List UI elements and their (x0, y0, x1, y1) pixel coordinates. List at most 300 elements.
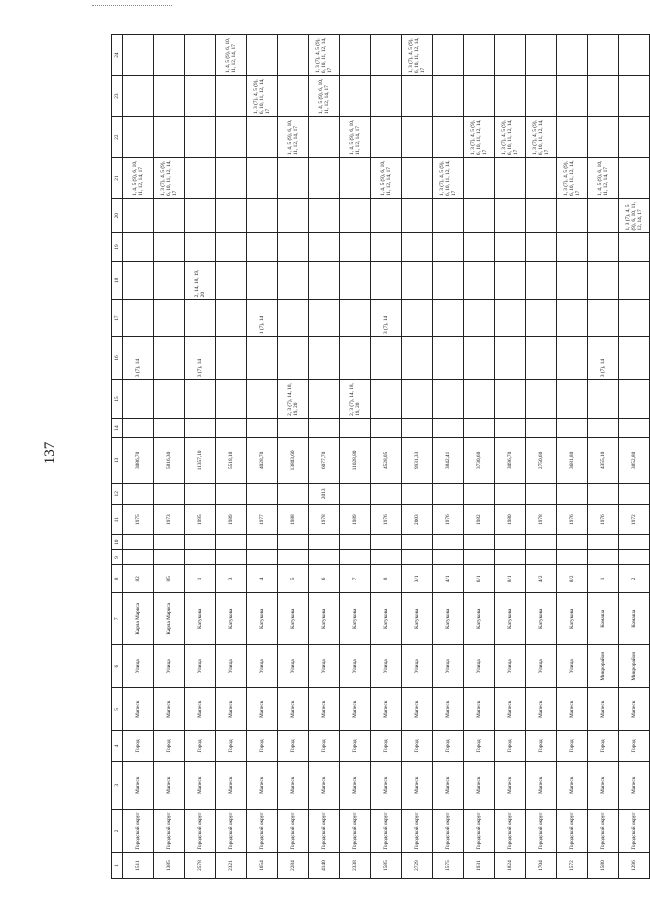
table-row (588, 35, 619, 879)
table-cell (123, 535, 154, 550)
table-cell: 1, 3 (7), 4, 5 (9), 6, 10, 11, 12, 14, 17 (464, 117, 495, 158)
table-cell (464, 535, 495, 550)
table-cell (340, 300, 371, 337)
table-body (123, 35, 650, 879)
table-cell: Карла Маркса (123, 593, 154, 645)
table-row (340, 35, 371, 879)
table-cell: 1585 (371, 853, 402, 879)
table-cell (464, 418, 495, 437)
table-cell (278, 535, 309, 550)
table-cell: Катукова (526, 593, 557, 645)
table-cell: Город (433, 731, 464, 761)
table-cell (185, 535, 216, 550)
table-cell: Улица (402, 645, 433, 688)
table-cell (588, 199, 619, 233)
table-cell (154, 418, 185, 437)
table-cell: 1704 (526, 853, 557, 879)
table-cell: 1 (588, 565, 619, 593)
table-cell (123, 233, 154, 261)
column-number-9: 9 (112, 550, 123, 565)
table-cell: Город (309, 731, 340, 761)
table-cell: Городской округ (123, 810, 154, 853)
table-cell (278, 300, 309, 337)
registry-table (111, 34, 650, 879)
table-cell (402, 535, 433, 550)
table-cell (557, 199, 588, 233)
table-cell (526, 483, 557, 505)
table-cell (588, 35, 619, 76)
table-cell (340, 418, 371, 437)
table-cell (216, 76, 247, 117)
table-cell (123, 76, 154, 117)
table-cell: 8 (371, 565, 402, 593)
table-cell: Улица (247, 645, 278, 688)
table-cell (278, 418, 309, 437)
table-cell (433, 233, 464, 261)
table-cell (216, 261, 247, 300)
table-row (433, 35, 464, 879)
table-cell: Катукова (247, 593, 278, 645)
table-cell: 1824 (495, 853, 526, 879)
table-row (154, 35, 185, 879)
table-row (371, 35, 402, 879)
table-cell (185, 76, 216, 117)
table-cell (402, 76, 433, 117)
table-cell (247, 199, 278, 233)
table-cell (402, 300, 433, 337)
table-cell (557, 535, 588, 550)
column-number-6: 6 (112, 645, 123, 688)
table-cell: 9931,33 (402, 438, 433, 483)
table-cell: Улица (433, 645, 464, 688)
table-cell: 1976 (588, 505, 619, 535)
table-cell (340, 35, 371, 76)
table-row (278, 35, 309, 879)
table-cell: 1 (185, 565, 216, 593)
table-cell (371, 336, 402, 379)
table-cell: Улица (123, 645, 154, 688)
table-cell: 3 (7), 14 (123, 336, 154, 379)
table-cell: Улица (526, 645, 557, 688)
table-cell: 1980 (495, 505, 526, 535)
table-cell: Улица (185, 645, 216, 688)
table-cell (216, 117, 247, 158)
table-cell (402, 336, 433, 379)
table-cell (185, 300, 216, 337)
table-cell: Улица (278, 645, 309, 688)
table-cell (526, 418, 557, 437)
table-cell (557, 550, 588, 565)
table-cell: Мапеск (185, 761, 216, 810)
table-cell (154, 35, 185, 76)
table-cell: 1, 3 (7), 4, 5 (9), 6, 10, 11, 12, 14, 17 (154, 158, 185, 199)
table-cell (464, 35, 495, 76)
table-cell: Город (340, 731, 371, 761)
table-cell (278, 261, 309, 300)
table-cell: 6/1 (464, 565, 495, 593)
table-cell (185, 233, 216, 261)
table-cell: Мапеск (154, 688, 185, 731)
table-cell (464, 261, 495, 300)
table-cell: Катукова (309, 593, 340, 645)
table-cell: 1, 4, 5 (9), 6, 10, 11, 12, 14, 17 (278, 117, 309, 158)
table-cell: Городской округ (402, 810, 433, 853)
table-cell: 1995 (185, 505, 216, 535)
table-cell (340, 76, 371, 117)
table-cell (495, 380, 526, 419)
table-cell (526, 199, 557, 233)
table-cell (433, 380, 464, 419)
table-cell: Комаша (619, 593, 650, 645)
table-cell: Мапеск (557, 761, 588, 810)
table-cell: Мапеск (619, 688, 650, 731)
column-number-4: 4 (112, 731, 123, 761)
table-cell (309, 418, 340, 437)
table-cell: 3096,70 (495, 438, 526, 483)
table-cell (371, 261, 402, 300)
table-cell: 3086,70 (123, 438, 154, 483)
table-cell (464, 550, 495, 565)
table-cell: 1978 (526, 505, 557, 535)
table-cell: Мапеск (464, 688, 495, 731)
table-cell: Мапеск (340, 761, 371, 810)
table-cell (619, 483, 650, 505)
table-row (495, 35, 526, 879)
table-cell: 1385 (154, 853, 185, 879)
table-cell: Мапеск (588, 688, 619, 731)
table-cell (247, 418, 278, 437)
table-cell (619, 158, 650, 199)
table-cell (464, 336, 495, 379)
table-cell: Город (464, 731, 495, 761)
table-cell: Город (154, 731, 185, 761)
column-number-17: 17 (112, 300, 123, 337)
table-cell: 1976 (557, 505, 588, 535)
table-cell (216, 300, 247, 337)
table-cell (371, 380, 402, 419)
table-cell: Город (216, 731, 247, 761)
table-cell (526, 550, 557, 565)
table-cell: Городской округ (433, 810, 464, 853)
table-cell (123, 117, 154, 158)
table-cell (371, 117, 402, 158)
table-cell (371, 483, 402, 505)
table-cell (433, 336, 464, 379)
table-cell: 3 (216, 565, 247, 593)
table-cell: Микрорайон (588, 645, 619, 688)
table-cell (371, 233, 402, 261)
table-cell: 1580 (588, 853, 619, 879)
table-cell (185, 158, 216, 199)
table-cell (402, 158, 433, 199)
table-cell: Катукова (433, 593, 464, 645)
column-number-15: 15 (112, 380, 123, 419)
table-cell: 11357,10 (185, 438, 216, 483)
table-cell: 2729 (402, 853, 433, 879)
table-cell (526, 76, 557, 117)
table-cell (402, 199, 433, 233)
table-cell (433, 550, 464, 565)
table-cell (588, 483, 619, 505)
table-cell: Городской округ (185, 810, 216, 853)
column-number-22: 22 (112, 117, 123, 158)
table-cell: 4/2 (526, 565, 557, 593)
table-cell: Мапеск (123, 688, 154, 731)
table-cell: Городской округ (619, 810, 650, 853)
table-cell (495, 300, 526, 337)
table-cell: 1, 3 (7), 4, 5 (9), 6, 10, 11, 12, 14, 17 (309, 35, 340, 76)
table-cell: Город (588, 731, 619, 761)
table-row (123, 35, 154, 879)
table-cell (340, 233, 371, 261)
table-cell: 1572 (557, 853, 588, 879)
table-cell (557, 336, 588, 379)
table-cell: 2, 14, 18, 19, 20 (185, 261, 216, 300)
table-cell: 8/1 (495, 565, 526, 593)
table-cell: 85 (154, 565, 185, 593)
table-cell: Улица (309, 645, 340, 688)
table-row (309, 35, 340, 879)
table-cell (309, 261, 340, 300)
table-cell: Катукова (402, 593, 433, 645)
table-cell: Улица (154, 645, 185, 688)
table-cell: Город (123, 731, 154, 761)
table-cell (278, 158, 309, 199)
table-cell (495, 199, 526, 233)
column-number-12: 12 (112, 483, 123, 505)
table-cell: 3681,80 (557, 438, 588, 483)
table-cell: Мапеск (309, 761, 340, 810)
registry-table-wrapper (111, 34, 644, 879)
table-cell (619, 336, 650, 379)
table-cell (495, 336, 526, 379)
table-cell (309, 199, 340, 233)
table-cell (278, 233, 309, 261)
table-cell: Карла Маркса (154, 593, 185, 645)
table-cell (340, 535, 371, 550)
table-cell (154, 483, 185, 505)
table-cell: 1, 3 (7), 4, 5 (9), 6, 10, 11, 12, 14, 17 (557, 158, 588, 199)
table-cell: 2578 (185, 853, 216, 879)
table-cell: Катукова (340, 593, 371, 645)
table-row (247, 35, 278, 879)
table-cell: Мапеск (216, 688, 247, 731)
table-cell (278, 336, 309, 379)
table-cell (526, 380, 557, 419)
table-cell: 1982 (464, 505, 495, 535)
table-cell: 1977 (247, 505, 278, 535)
table-cell (526, 336, 557, 379)
column-number-19: 19 (112, 233, 123, 261)
table-cell: 1989 (216, 505, 247, 535)
table-row (526, 35, 557, 879)
table-cell: 1989 (340, 505, 371, 535)
table-cell (216, 158, 247, 199)
table-row (619, 35, 650, 879)
table-cell: 4140 (309, 853, 340, 879)
table-cell: 3/1 (402, 565, 433, 593)
table-cell (154, 336, 185, 379)
table-cell: 1978 (309, 505, 340, 535)
table-cell: Мапеск (371, 688, 402, 731)
table-cell: 1, 3 (7), 4, 5 (9), 6, 10, 11, 12, 14, 17 (526, 117, 557, 158)
table-cell (495, 76, 526, 117)
table-cell (495, 233, 526, 261)
table-cell (278, 76, 309, 117)
table-cell (526, 261, 557, 300)
table-cell: Мапеск (247, 761, 278, 810)
table-cell: Мапеск (402, 688, 433, 731)
table-cell: Улица (216, 645, 247, 688)
column-number-20: 20 (112, 199, 123, 233)
table-cell: 1296 (619, 853, 650, 879)
table-cell (247, 535, 278, 550)
table-cell (278, 199, 309, 233)
table-cell: 3 (7), 14 (588, 336, 619, 379)
table-cell (185, 550, 216, 565)
table-cell: 4/1 (433, 565, 464, 593)
table-cell: 2338 (340, 853, 371, 879)
table-cell: Городской округ (526, 810, 557, 853)
table-cell (371, 535, 402, 550)
table-cell (433, 117, 464, 158)
table-cell: 1931 (464, 853, 495, 879)
table-cell (309, 233, 340, 261)
table-row (216, 35, 247, 879)
table-cell (309, 550, 340, 565)
table-cell (433, 76, 464, 117)
table-cell: Катукова (371, 593, 402, 645)
table-cell (588, 117, 619, 158)
table-cell: Городской округ (216, 810, 247, 853)
table-cell: Город (371, 731, 402, 761)
table-cell: 3852,80 (619, 438, 650, 483)
table-cell: 2, 3 (7), 14, 18, 19, 20 (340, 380, 371, 419)
table-cell (340, 483, 371, 505)
table-cell (247, 261, 278, 300)
table-cell: Городской округ (557, 810, 588, 853)
table-cell: Город (185, 731, 216, 761)
table-cell: Мапеск (588, 761, 619, 810)
table-cell (433, 199, 464, 233)
table-cell (154, 117, 185, 158)
table-cell (495, 535, 526, 550)
table-cell (123, 380, 154, 419)
table-cell (154, 261, 185, 300)
table-cell (495, 158, 526, 199)
table-cell (154, 199, 185, 233)
table-cell (402, 261, 433, 300)
table-cell: Катукова (278, 593, 309, 645)
table-cell (433, 535, 464, 550)
table-cell: 6077,70 (309, 438, 340, 483)
table-cell (433, 300, 464, 337)
table-cell: 1, 3 (7), 4, 5 (9), 6, 10, 11, 12, 14, 17 (247, 76, 278, 117)
table-cell (185, 35, 216, 76)
table-cell: 1, 3 (7), 4, 5 (9), 6, 10, 11, 12, 14, 17 (495, 117, 526, 158)
page-number: 137 (41, 441, 58, 465)
table-cell (557, 35, 588, 76)
table-cell (557, 300, 588, 337)
table-cell (216, 233, 247, 261)
table-cell (340, 550, 371, 565)
table-row (464, 35, 495, 879)
table-cell (371, 199, 402, 233)
table-cell: Мапеск (309, 688, 340, 731)
table-cell (247, 158, 278, 199)
table-cell: 4028,70 (247, 438, 278, 483)
table-cell (154, 233, 185, 261)
table-cell: 1, 4, 5 (9), 6, 10, 11, 12, 14, 17 (216, 35, 247, 76)
table-cell: 82 (123, 565, 154, 593)
table-cell (216, 380, 247, 419)
table-cell: 2, 3 (7), 14, 18, 19, 20 (278, 380, 309, 419)
table-cell (340, 158, 371, 199)
table-cell (433, 261, 464, 300)
table-cell: 8/2 (557, 565, 588, 593)
table-cell (340, 199, 371, 233)
table-cell: 2013 (309, 483, 340, 505)
table-row (557, 35, 588, 879)
table-cell: 2750,60 (526, 438, 557, 483)
table-cell (185, 418, 216, 437)
table-cell (216, 535, 247, 550)
table-cell: Улица (371, 645, 402, 688)
table-cell (309, 535, 340, 550)
table-cell (464, 199, 495, 233)
table-cell: Улица (557, 645, 588, 688)
table-cell: 1988 (278, 505, 309, 535)
table-cell: Городской округ (309, 810, 340, 853)
table-cell: Город (247, 731, 278, 761)
table-cell (619, 35, 650, 76)
table-cell (526, 233, 557, 261)
column-number-16: 16 (112, 336, 123, 379)
table-cell (371, 76, 402, 117)
table-cell: Город (619, 731, 650, 761)
table-cell: 1973 (154, 505, 185, 535)
table-cell (278, 35, 309, 76)
table-cell: Городской округ (278, 810, 309, 853)
table-cell (588, 380, 619, 419)
table-cell (154, 76, 185, 117)
table-cell (433, 418, 464, 437)
table-cell (309, 336, 340, 379)
table-cell (588, 76, 619, 117)
column-number-row (112, 35, 123, 879)
table-cell: 1, 4, 5 (9), 6, 10, 11, 12, 14, 17 (588, 158, 619, 199)
table-cell (247, 483, 278, 505)
table-cell (123, 35, 154, 76)
table-row (402, 35, 433, 879)
table-cell (154, 535, 185, 550)
table-cell (464, 233, 495, 261)
table-cell (216, 336, 247, 379)
table-cell: 13803,60 (278, 438, 309, 483)
table-cell (185, 483, 216, 505)
table-cell (433, 35, 464, 76)
table-cell (619, 535, 650, 550)
table-cell (216, 483, 247, 505)
table-cell: Городской округ (588, 810, 619, 853)
table-cell: 1975 (123, 505, 154, 535)
table-cell: Мапеск (185, 688, 216, 731)
table-cell: 11028,80 (340, 438, 371, 483)
table-cell (619, 418, 650, 437)
table-cell (557, 117, 588, 158)
table-cell: Микрорайон (619, 645, 650, 688)
table-cell: Мапеск (495, 761, 526, 810)
